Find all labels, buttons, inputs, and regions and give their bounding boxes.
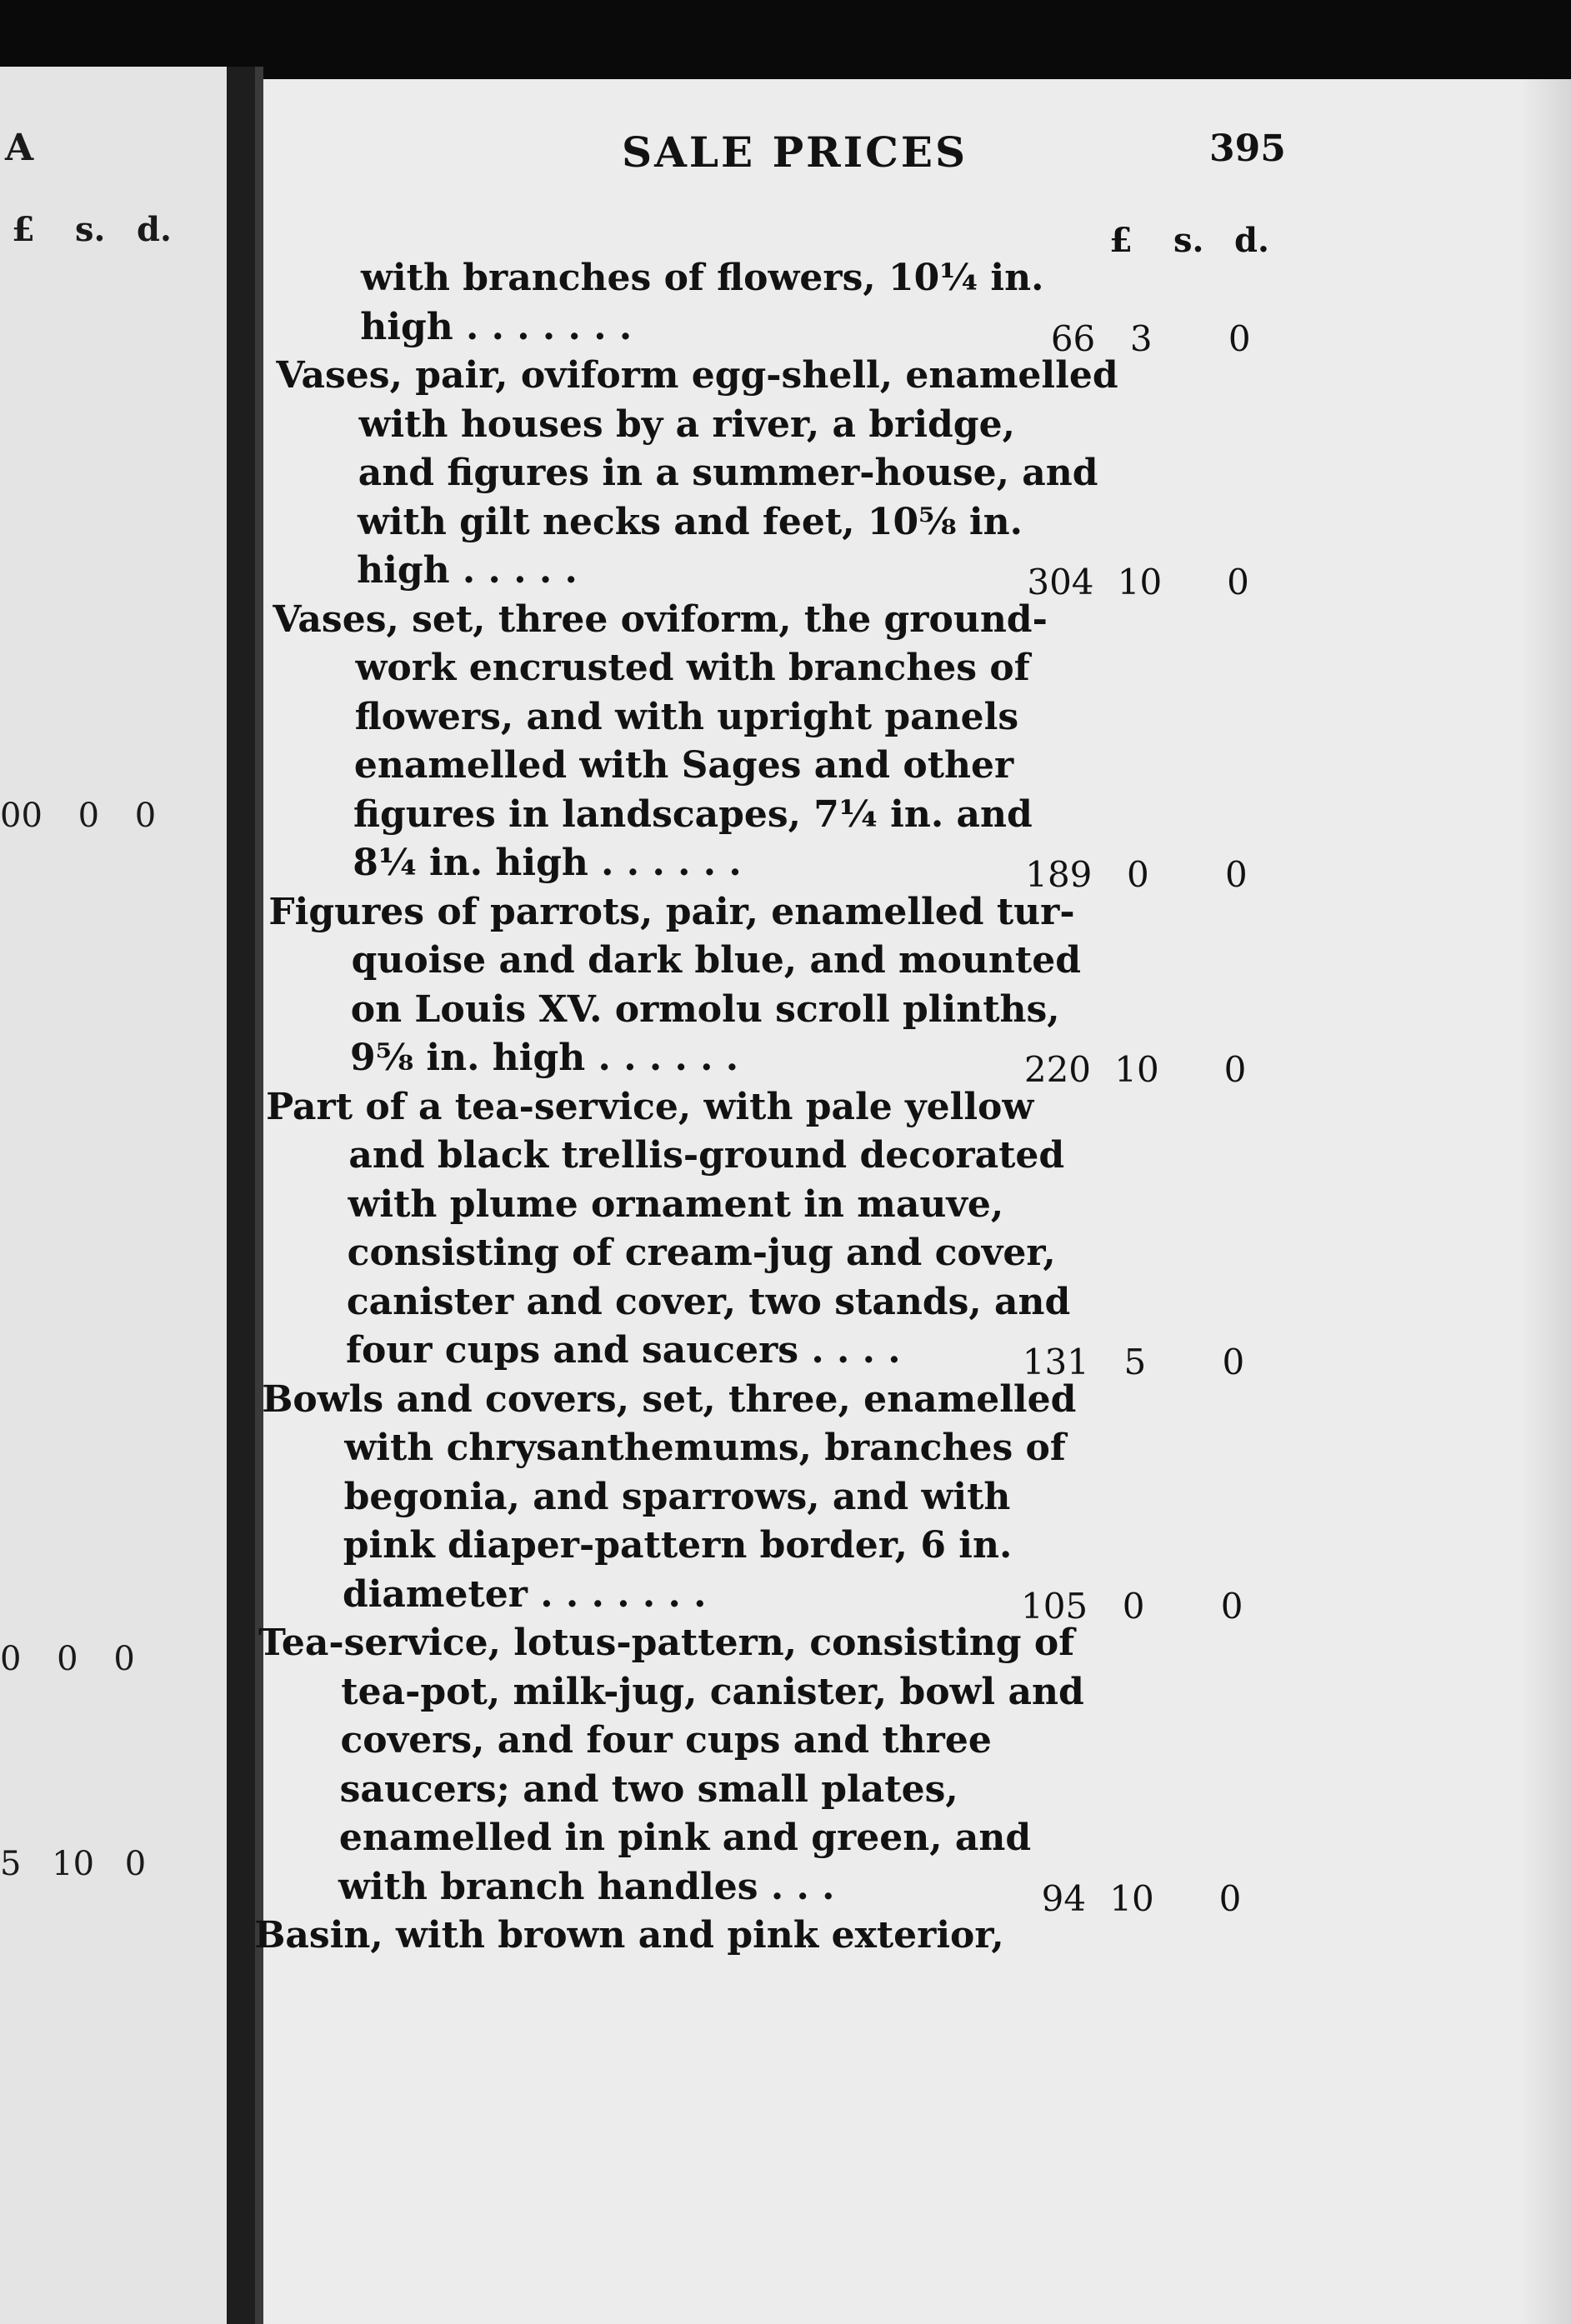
- left-price-fragment: 00 0 0: [0, 797, 157, 835]
- entry-continuation-line: flowers, and with upright panels: [354, 695, 1019, 738]
- price-pounds: 94: [1041, 1877, 1087, 1919]
- price-pence: 0: [1228, 317, 1251, 359]
- entry-continuation-line: high . . . . . . .: [360, 305, 633, 348]
- entry-continuation-line: begonia, and sparrows, and with: [343, 1475, 1011, 1518]
- running-title: SALE PRICES: [622, 127, 968, 177]
- entry-continuation-line: covers, and four cups and three: [340, 1719, 992, 1762]
- entry-continuation-line: with houses by a river, a bridge,: [358, 402, 1015, 446]
- left-price-fragment: 5 10 0: [0, 1845, 147, 1883]
- entry-first-line: Figures of parrots, pair, enamelled tur-: [268, 890, 1075, 933]
- entry-continuation-line: enamelled with Sages and other: [353, 744, 1014, 787]
- entry-continuation-line: canister and cover, two stands, and: [346, 1280, 1071, 1323]
- entry-continuation-line: with branch handles . . .: [338, 1865, 835, 1908]
- entry-first-line: Vases, pair, oviform egg-shell, enamelled: [276, 354, 1118, 397]
- price-shillings: 0: [1122, 1585, 1145, 1627]
- entry-continuation-line: consisting of cream-jug and cover,: [347, 1232, 1056, 1274]
- price-pounds: 189: [1025, 854, 1093, 895]
- entry-continuation-line: quoise and dark blue, and mounted: [351, 939, 1081, 982]
- price-shillings: 10: [1109, 1877, 1154, 1919]
- entry-first-line: Tea-service, lotus-pattern, consisting of: [258, 1622, 1075, 1664]
- entry-continuation-line: 9⅝ in. high . . . . . .: [349, 1037, 739, 1079]
- left-col-head-pence: d.: [137, 210, 172, 249]
- entry-continuation-line: pink diaper-pattern border, 6 in.: [343, 1524, 1013, 1567]
- entry-continuation-line: 8¼ in. high . . . . . .: [353, 842, 742, 884]
- price-shillings: 10: [1114, 1049, 1159, 1090]
- price-pounds: 304: [1027, 562, 1094, 602]
- price-pence: 0: [1220, 1585, 1243, 1627]
- right-page: [254, 79, 1571, 2324]
- price-pounds: 66: [1050, 317, 1096, 359]
- price-pounds: 220: [1023, 1049, 1092, 1090]
- entry-first-line: with branches of flowers, 10¼ in.: [361, 257, 1044, 299]
- col-head-pence: d.: [1234, 221, 1269, 260]
- price-pounds: 105: [1020, 1585, 1088, 1627]
- left-page-fragment: [0, 67, 233, 2324]
- price-pence: 0: [1223, 1049, 1247, 1090]
- entry-continuation-line: with chrysanthemums, branches of: [344, 1427, 1066, 1469]
- left-price-fragment: 0 0 0: [0, 1640, 135, 1678]
- entry-continuation-line: work encrusted with branches of: [355, 647, 1030, 689]
- entry-continuation-line: saucers; and two small plates,: [339, 1767, 958, 1811]
- entry-continuation-line: enamelled in pink and green, and: [338, 1817, 1032, 1859]
- entry-first-line: Bowls and covers, set, three, enamelled: [262, 1377, 1077, 1421]
- entry-continuation-line: on Louis XV. ormolu scroll plinths,: [350, 987, 1060, 1031]
- price-shillings: 0: [1127, 854, 1149, 895]
- left-col-head-shillings: s.: [75, 210, 106, 249]
- price-shillings: 3: [1129, 317, 1153, 359]
- page-number: 395: [1209, 127, 1286, 170]
- price-pence: 0: [1227, 562, 1249, 602]
- book-spine-gutter: [255, 67, 263, 2324]
- entry-continuation-line: with plume ornament in mauve,: [348, 1182, 1004, 1226]
- entry-continuation-line: tea-pot, milk-jug, canister, bowl and: [341, 1670, 1084, 1713]
- price-pounds: 131: [1022, 1342, 1089, 1382]
- col-head-shillings: s.: [1173, 221, 1204, 260]
- entry-first-line: Basin, with brown and pink exterior,: [254, 1914, 1004, 1957]
- entry-continuation-line: four cups and saucers . . . .: [346, 1329, 901, 1372]
- entry-continuation-line: high . . . . .: [357, 549, 578, 592]
- price-pence: 0: [1225, 854, 1248, 895]
- price-pence: 0: [1222, 1342, 1245, 1382]
- entry-continuation-line: diameter . . . . . . .: [342, 1572, 707, 1616]
- entry-continuation-line: and black trellis-ground decorated: [348, 1134, 1065, 1177]
- price-pence: 0: [1218, 1877, 1242, 1919]
- left-col-head-pounds: £: [12, 210, 35, 249]
- col-head-pounds: £: [1109, 221, 1133, 260]
- entry-continuation-line: and figures in a summer-house, and: [358, 452, 1098, 494]
- entry-continuation-line: with gilt necks and feet, 10⅝ in.: [357, 500, 1023, 543]
- price-shillings: 10: [1117, 562, 1163, 602]
- entry-first-line: Vases, set, three oviform, the ground-: [273, 597, 1048, 641]
- entry-first-line: Part of a tea-service, with pale yellow: [266, 1085, 1034, 1128]
- left-header-fragment: A: [5, 127, 34, 169]
- book-spine: [227, 67, 255, 2324]
- page-edge-shadow: [1521, 79, 1571, 2324]
- entry-continuation-line: figures in landscapes, 7¼ in. and: [353, 792, 1033, 836]
- price-shillings: 5: [1123, 1342, 1147, 1382]
